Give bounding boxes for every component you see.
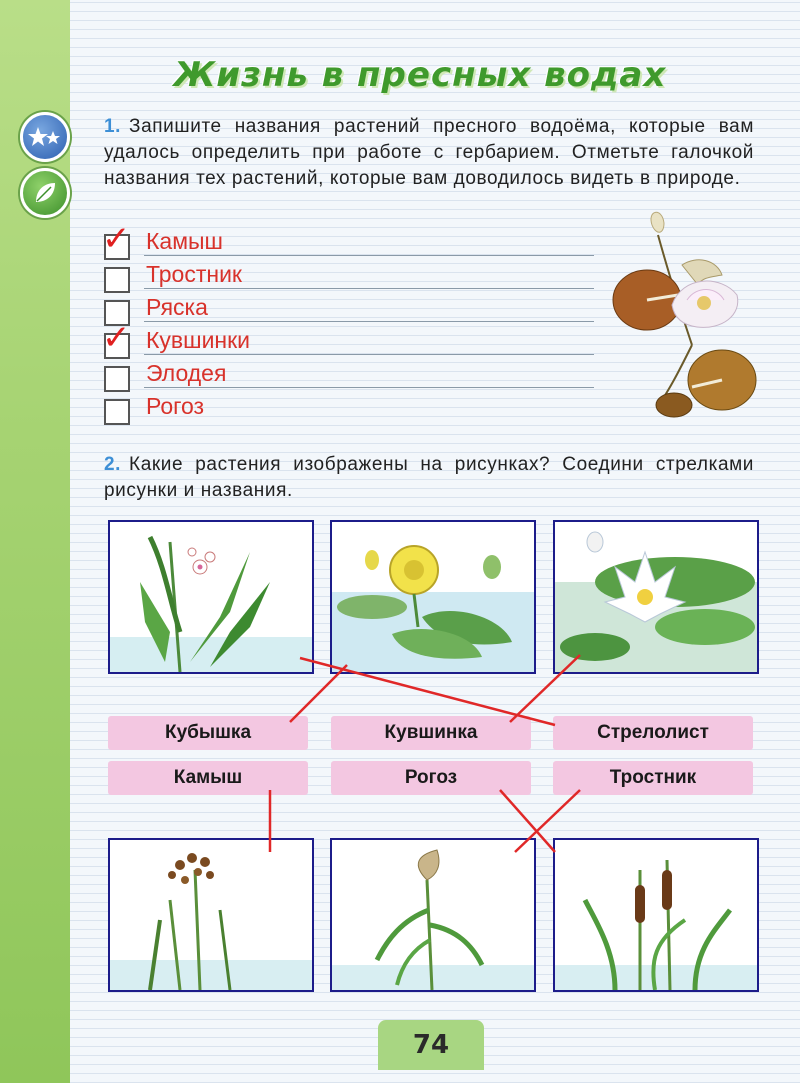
connection-line <box>290 665 347 722</box>
answer-text: Камыш <box>146 228 223 254</box>
check-mark-icon: ✓ <box>102 318 131 358</box>
answer-text: Элодея <box>146 360 227 386</box>
task-2-number: 2. <box>104 454 122 475</box>
check-mark-icon: ✓ <box>102 219 131 259</box>
answer-text: Тростник <box>146 261 242 287</box>
label-kamysh[interactable]: Камыш <box>108 761 308 795</box>
label-trostnik[interactable]: Тростник <box>553 761 753 795</box>
label-strelolist[interactable]: Стрелолист <box>553 716 753 750</box>
label-kubyshka[interactable]: Кубышка <box>108 716 308 750</box>
connection-line <box>510 655 580 722</box>
answer-text: Ряска <box>146 294 208 320</box>
label-rogoz[interactable]: Рогоз <box>331 761 531 795</box>
task-1-number: 1. <box>104 116 122 137</box>
label-kuvshinka[interactable]: Кувшинка <box>331 716 531 750</box>
answer-text: Кувшинки <box>146 327 251 353</box>
answer-text: Рогоз <box>146 393 205 419</box>
task-1-text: Запишите названия растений пресного водоёма, которые вам удалось определить при работе с гербарием. Отметьте галочкой названия тех растений, которые вам доводилось видеть в природе. <box>104 116 754 189</box>
task-2-text: Какие растения изображены на рисунках? Соедини стрелками рисунки и названия. <box>104 454 754 501</box>
page-number: 74 <box>378 1020 484 1070</box>
page-title: Жизнь в пресных водах <box>173 55 667 95</box>
